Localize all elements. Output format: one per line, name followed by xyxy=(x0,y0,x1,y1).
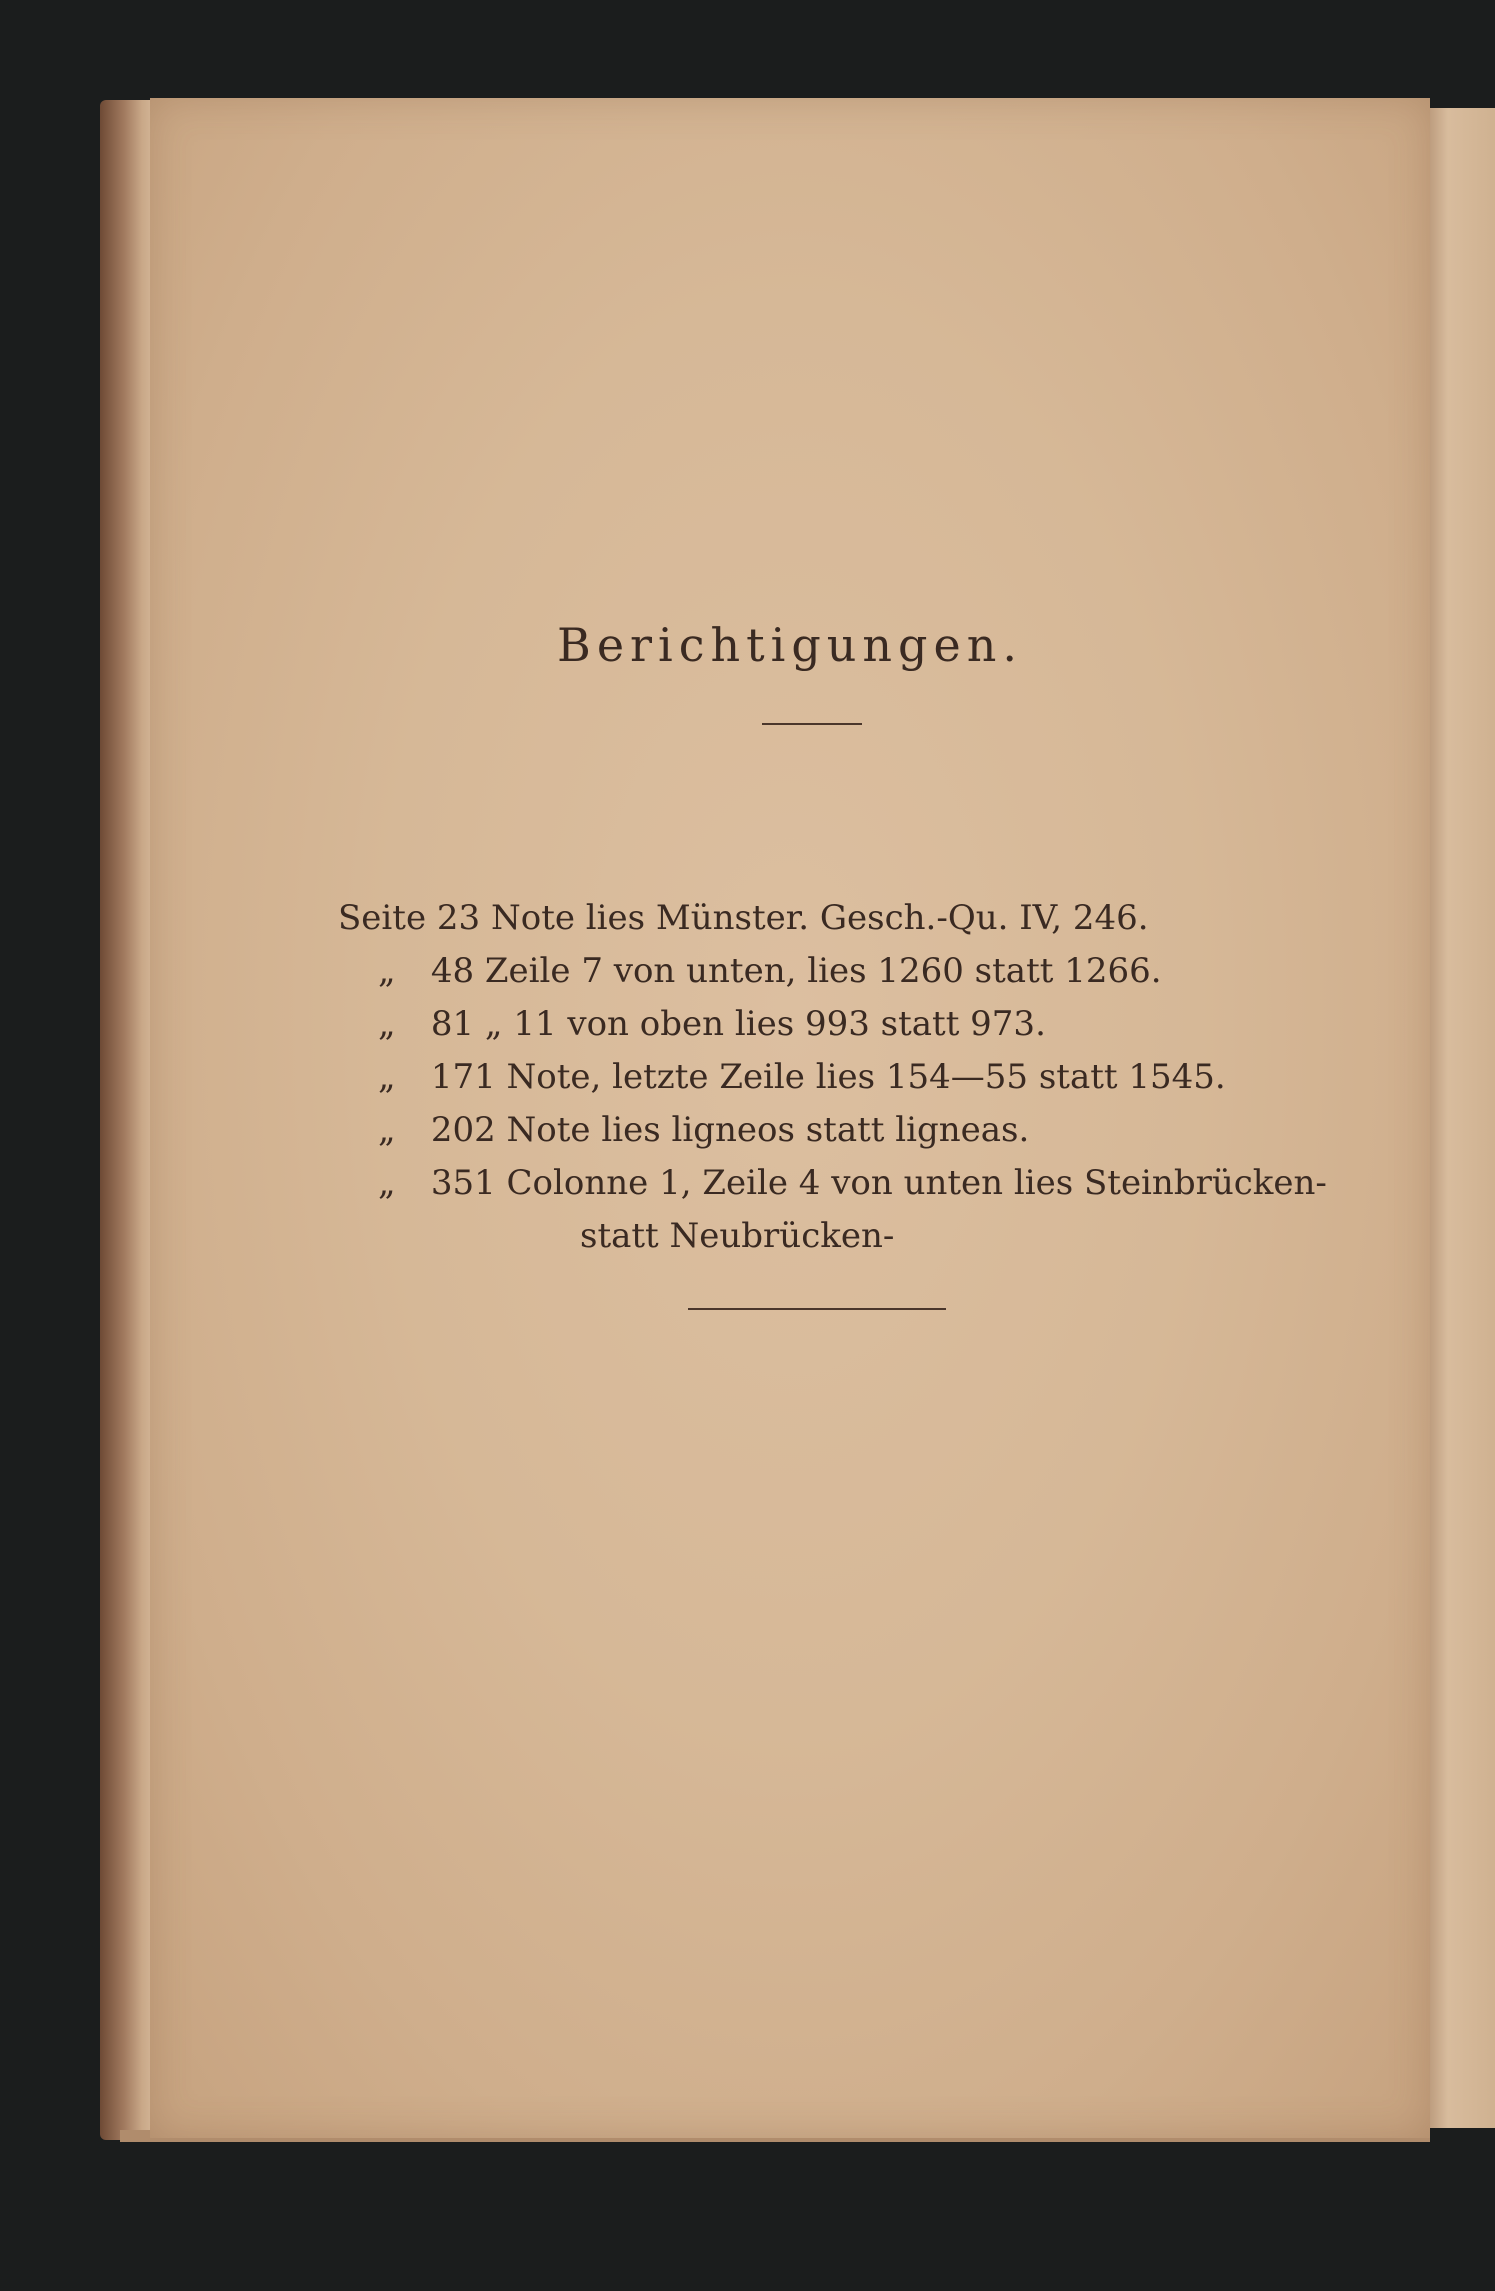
page-content xyxy=(150,98,1430,2138)
ditto-mark: „ xyxy=(378,1004,396,1044)
errata-page: 23 xyxy=(436,898,481,938)
errata-text: Note lies Münster. Gesch.-Qu. IV, 246. xyxy=(490,898,1149,938)
errata-text: Zeile 7 von unten, lies 1260 statt 1266. xyxy=(484,951,1162,991)
closing-rule xyxy=(688,1308,946,1310)
page-title: Berichtigungen. xyxy=(557,618,1023,672)
errata-page: 171 xyxy=(430,1057,496,1097)
ditto-mark: „ xyxy=(378,1163,396,1203)
ditto-mark: „ xyxy=(378,951,396,991)
ditto-mark: „ xyxy=(378,1057,396,1097)
errata-text: Colonne 1, Zeile 4 von unten lies Steinbrücken- xyxy=(506,1163,1327,1203)
errata-text: Note, letzte Zeile lies 154—55 statt 1545. xyxy=(506,1057,1226,1097)
errata-line xyxy=(378,951,1162,991)
adjacent-page-edge xyxy=(1425,108,1495,2128)
errata-page: 202 xyxy=(430,1110,496,1150)
errata-line xyxy=(378,1057,1226,1097)
errata-page: 351 xyxy=(430,1163,496,1203)
errata-line xyxy=(378,1110,1029,1150)
page xyxy=(150,98,1430,2138)
errata-line xyxy=(338,898,1149,938)
errata-text: Note lies ligneos statt ligneas. xyxy=(506,1110,1030,1150)
errata-line-continuation xyxy=(580,1216,894,1256)
errata-prefix: Seite xyxy=(338,898,427,938)
errata-text: statt Neubrücken- xyxy=(580,1216,895,1256)
errata-page: 81 xyxy=(430,1004,475,1044)
title-divider xyxy=(762,723,862,725)
errata-page: 48 xyxy=(430,951,475,991)
errata-line xyxy=(378,1163,1327,1203)
errata-line xyxy=(378,1004,1046,1044)
ditto-mark: „ xyxy=(378,1110,396,1150)
errata-text: „ 11 von oben lies 993 statt 973. xyxy=(484,1004,1046,1044)
